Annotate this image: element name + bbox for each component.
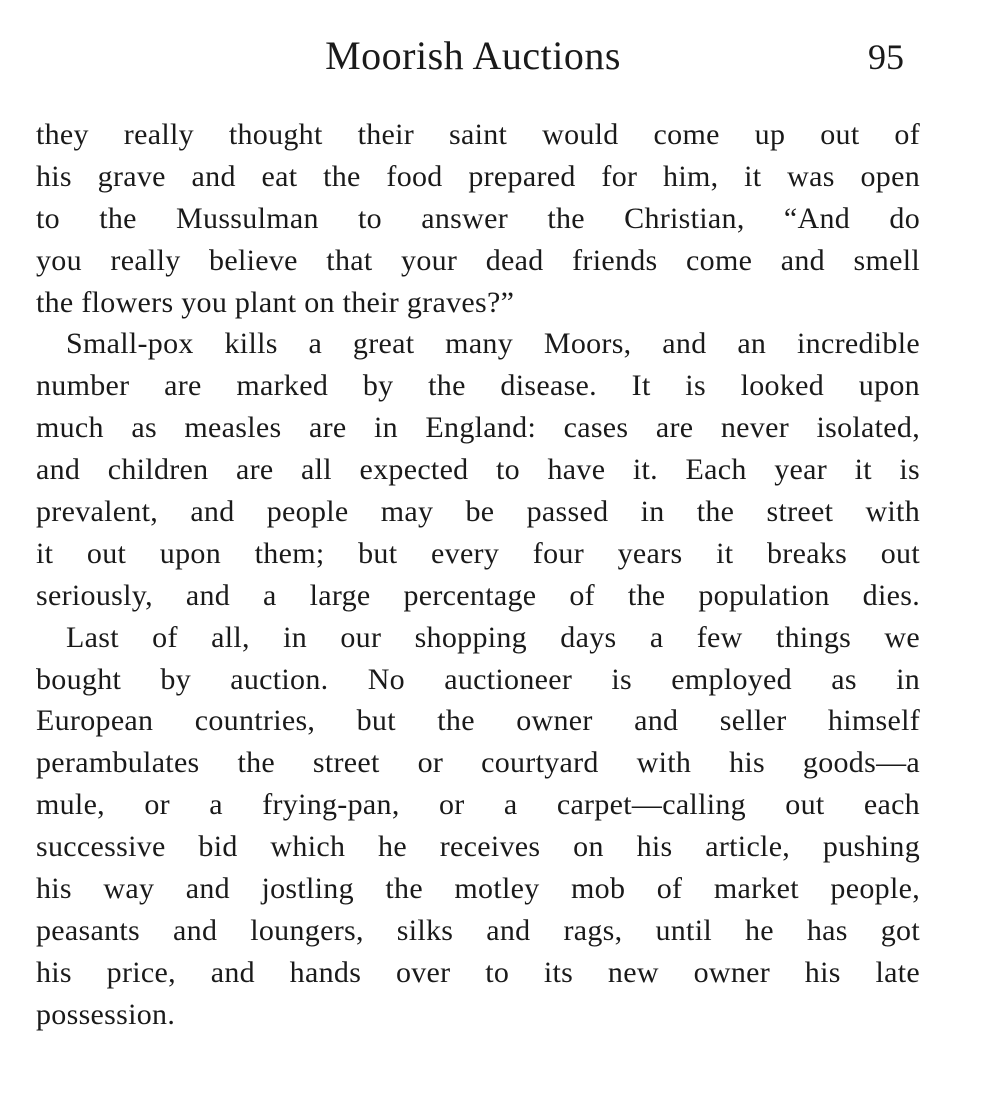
text-line: successive bid which he receives on his article, pushing [36,830,920,864]
text-line: they really thought their saint would come up out of [36,118,920,151]
text-line: and children are all expected to have it. Each year it is [36,453,920,487]
text-line: the flowers you plant on their graves?” [36,285,515,319]
text-line: Small-pox kills a great many Moors, and an incredible [66,327,920,361]
text-line: his grave and eat the food prepared for him, it was open [36,159,920,193]
text-line: much as measles are in England: cases are never isolated, [36,411,920,445]
text-line: it out upon them; but every four years it breaks out [36,536,920,570]
text-line: prevalent, and people may be passed in the street with [36,495,920,529]
text-line: European countries, but the owner and seller himself [36,704,920,738]
text-line: to the Mussulman to answer the Christian, “And do [36,201,920,235]
text-line: mule, or a frying-pan, or a carpet—calling out each [36,788,920,822]
text-line: seriously, and a large percentage of the population dies. [36,578,920,612]
running-header-title: Moorish Auctions [325,33,621,78]
text-line: number are marked by the disease. It is looked upon [36,369,920,403]
text-line: possession. [36,997,176,1031]
text-line: his price, and hands over to its new owner his late [36,955,920,989]
page-number: 95 [868,37,904,77]
text-line: perambulates the street or courtyard with his goods—a [36,746,920,780]
text-line: Last of all, in our shopping days a few things we [66,620,920,654]
text-line: you really believe that your dead friends come and smell [36,243,920,277]
text-line: bought by auction. No auctioneer is employed as in [36,662,920,696]
body-text [36,114,920,1036]
text-line: peasants and loungers, silks and rags, until he has got [36,913,920,947]
text-line: his way and jostling the motley mob of market people, [36,872,920,906]
